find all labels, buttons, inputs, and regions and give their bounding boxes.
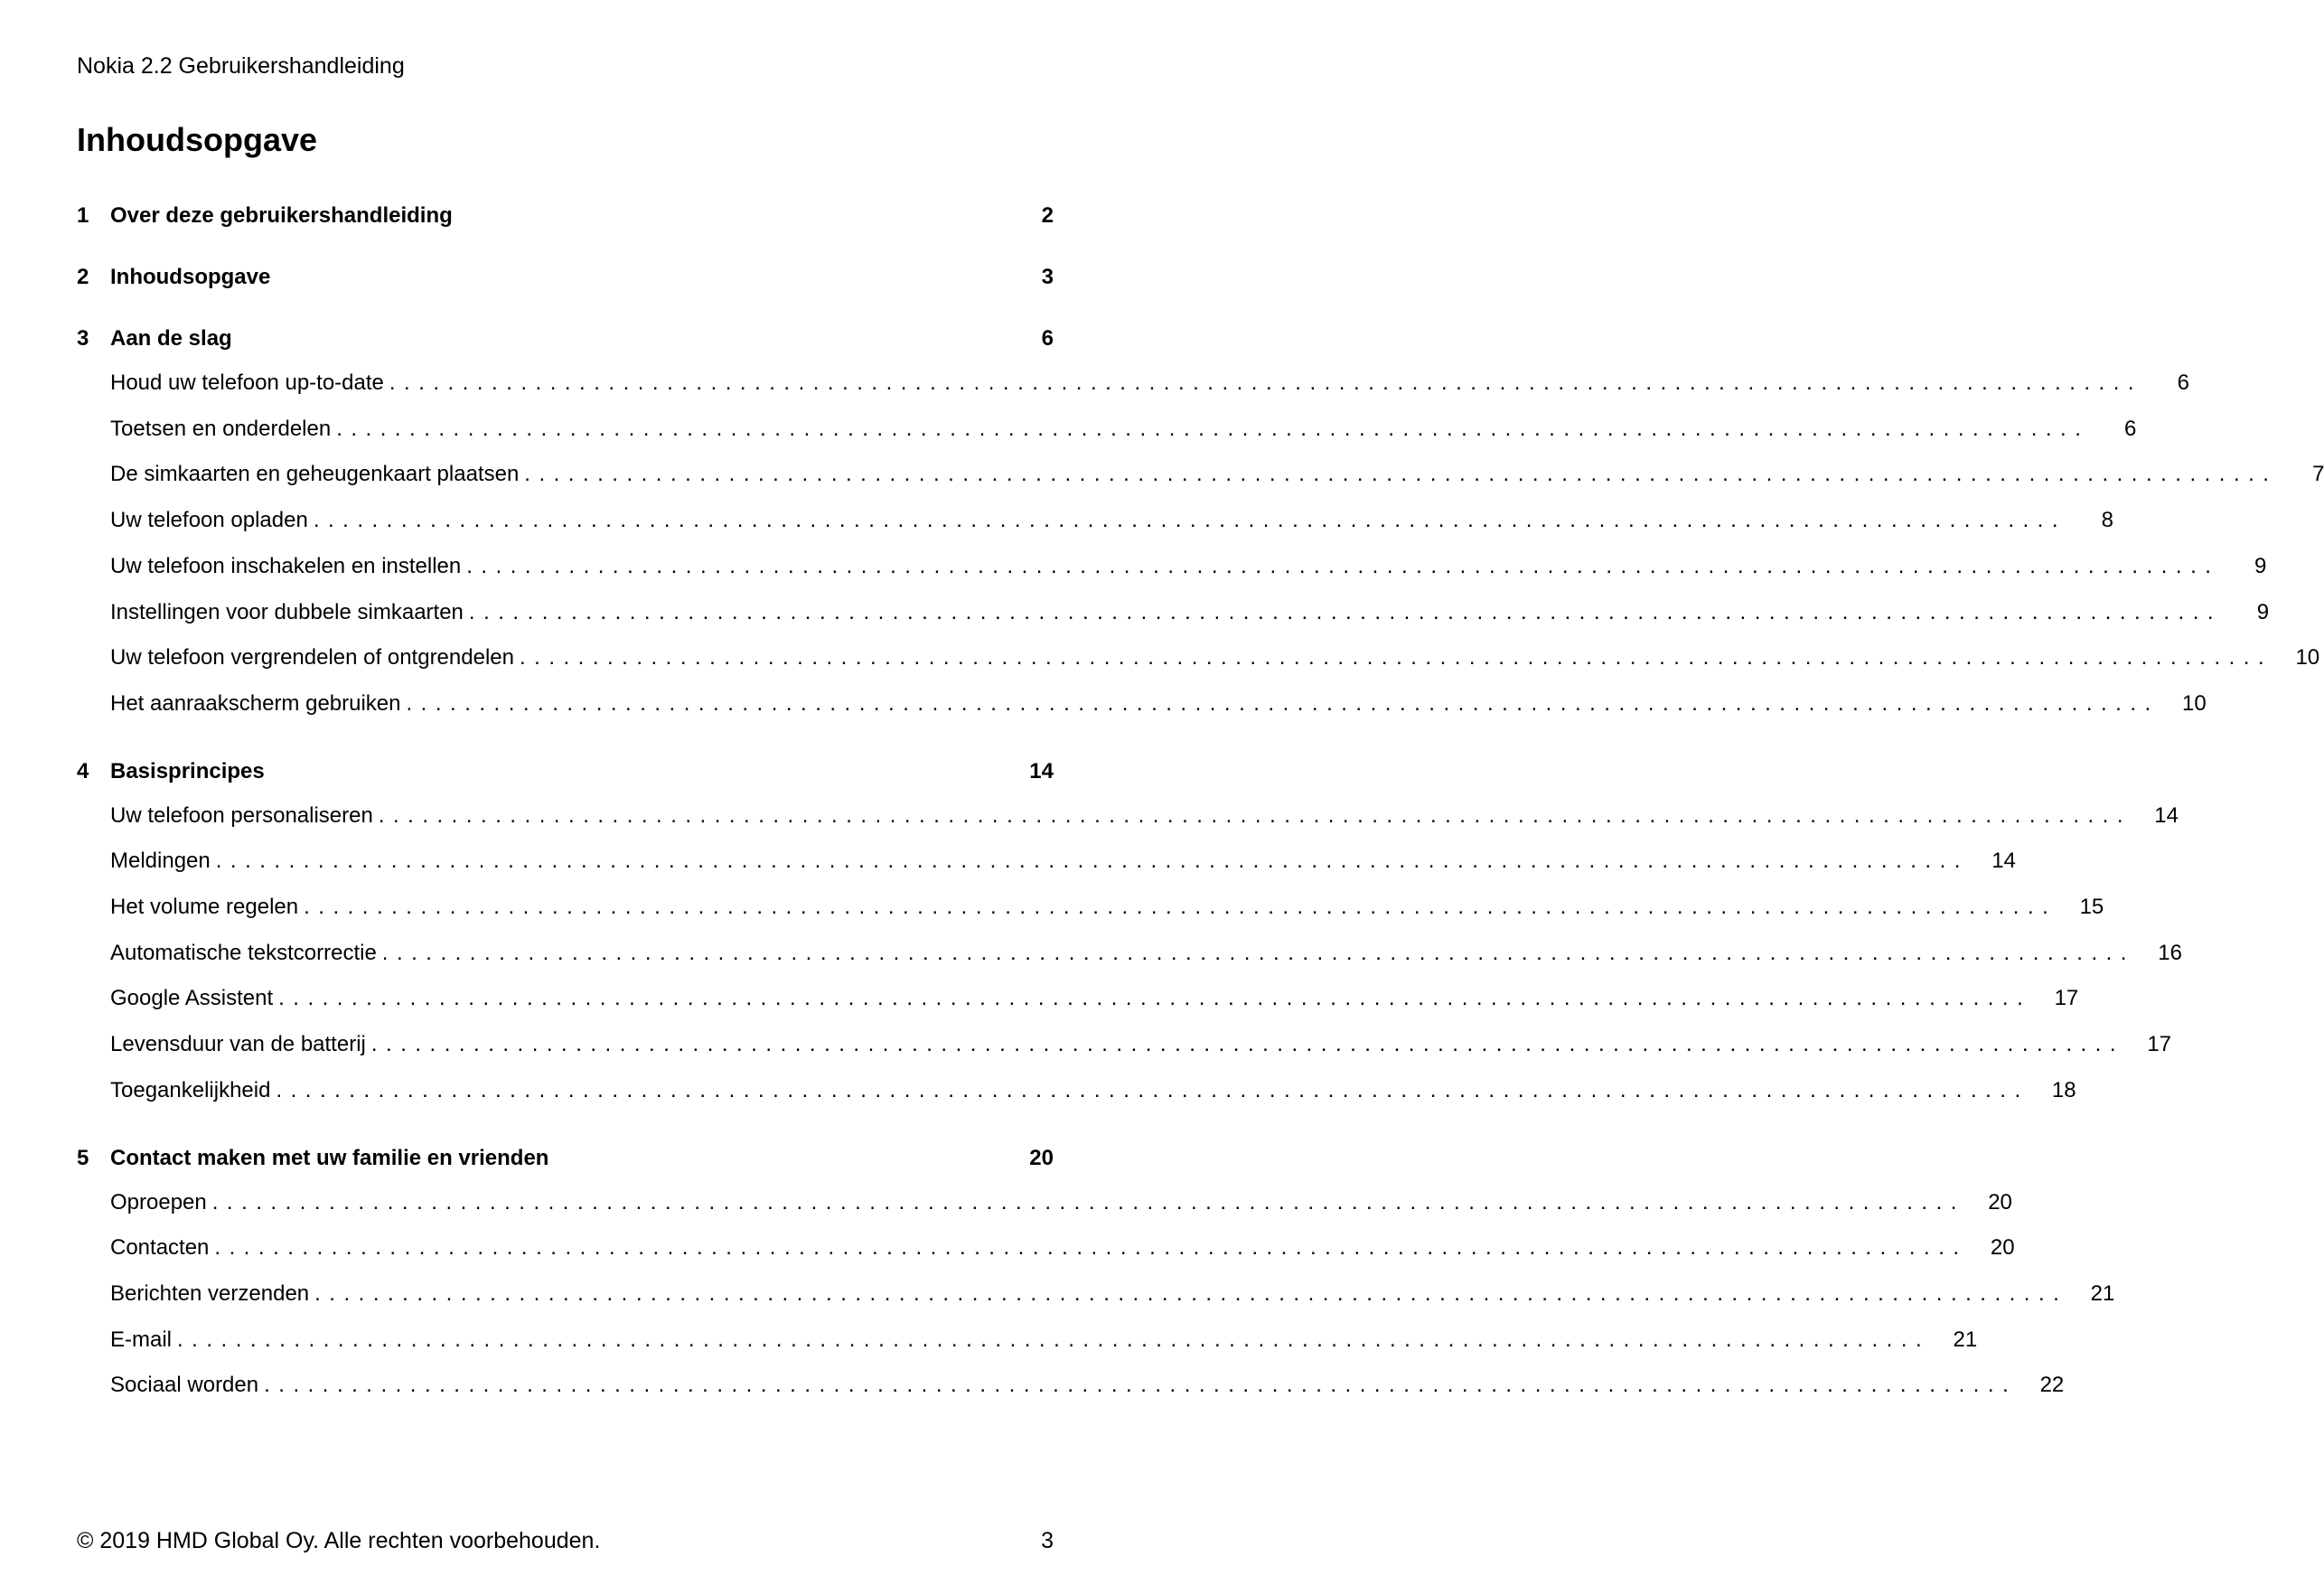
toc-entry-page: 6 bbox=[2124, 417, 2137, 441]
toc-section-title: Aan de slag bbox=[110, 326, 232, 351]
toc-dot-leader: ........................................................................................................................ bbox=[304, 895, 2057, 919]
toc-dot-leader: ........................................................................................................................ bbox=[466, 554, 2220, 578]
toc-section-2[interactable] bbox=[77, 263, 1054, 292]
toc-section-number: 3 bbox=[77, 326, 89, 351]
toc-dot-leader: ........................................................................................................................ bbox=[370, 1032, 2125, 1056]
toc-section-page: 6 bbox=[1041, 326, 1054, 351]
toc-dot-leader: ........................................................................................................................ bbox=[314, 1281, 2068, 1306]
page-title: Inhoudsopgave bbox=[77, 121, 318, 158]
toc-entry-page: 17 bbox=[2147, 1032, 2172, 1056]
toc-dot-leader: ........................................................................................................................ bbox=[519, 645, 2273, 670]
toc-entry[interactable] bbox=[110, 689, 2207, 718]
toc-section-page: 2 bbox=[1041, 203, 1054, 228]
toc-entry-title: Uw telefoon inschakelen en instellen bbox=[110, 554, 462, 578]
toc-dot-leader: ........................................................................................................................ bbox=[276, 1078, 2029, 1102]
toc-section-title: Basisprincipes bbox=[110, 758, 265, 783]
toc-entry[interactable] bbox=[110, 460, 2324, 489]
toc-entry[interactable] bbox=[110, 802, 2179, 830]
toc-entry-page: 20 bbox=[1988, 1190, 2012, 1215]
toc-dot-leader: ........................................................................................................................ bbox=[278, 986, 2032, 1010]
toc-entry-title: Google Assistent bbox=[110, 986, 274, 1010]
toc-entry-page: 21 bbox=[2090, 1281, 2115, 1306]
toc-section-title: Contact maken met uw familie en vrienden bbox=[110, 1145, 549, 1170]
toc-dot-leader: ........................................................................................................................ bbox=[177, 1327, 1931, 1352]
toc-entry[interactable] bbox=[110, 598, 2270, 627]
toc-dot-leader: ........................................................................................................................ bbox=[264, 1373, 2018, 1397]
toc-entry[interactable] bbox=[110, 643, 2320, 672]
toc-entry-page: 14 bbox=[1991, 849, 2016, 873]
toc-entry[interactable] bbox=[110, 1188, 2012, 1217]
toc-entry[interactable] bbox=[110, 1233, 2015, 1262]
toc-entry-page: 21 bbox=[1953, 1327, 1978, 1352]
footer-copyright: © 2019 HMD Global Oy. Alle rechten voorbehouden. bbox=[77, 1528, 601, 1553]
toc-entry-title: Het volume regelen bbox=[110, 895, 299, 919]
toc-entry[interactable] bbox=[110, 506, 2113, 535]
toc-section-3[interactable] bbox=[77, 324, 1054, 353]
toc-dot-leader: ........................................................................................................................ bbox=[406, 691, 2160, 716]
toc-section-5[interactable] bbox=[77, 1144, 1054, 1173]
toc-section-number: 4 bbox=[77, 758, 89, 783]
toc-dot-leader: ........................................................................................................................ bbox=[336, 417, 2090, 441]
toc-entry-title: Instellingen voor dubbele simkaarten bbox=[110, 600, 464, 624]
toc-entry-page: 10 bbox=[2181, 691, 2207, 716]
toc-dot-leader: ........................................................................................................................ bbox=[211, 1190, 1965, 1215]
toc-entry-page: 14 bbox=[2154, 803, 2179, 828]
toc-section-page: 14 bbox=[1029, 758, 1054, 783]
toc-entry-page: 16 bbox=[2158, 941, 2182, 965]
toc-entry[interactable] bbox=[110, 369, 2190, 398]
toc-entry-title: Houd uw telefoon up-to-date bbox=[110, 370, 384, 395]
toc-dot-leader: ........................................................................................................................ bbox=[215, 849, 1969, 873]
toc-section-number: 2 bbox=[77, 265, 89, 289]
toc-dot-leader: ........................................................................................................................ bbox=[313, 508, 2066, 532]
toc-entry-title: Het aanraakscherm gebruiken bbox=[110, 691, 401, 716]
toc-section-page: 20 bbox=[1029, 1145, 1054, 1170]
toc-dot-leader: ........................................................................................................................ bbox=[214, 1235, 1968, 1260]
toc-entry-title: Berichten verzenden bbox=[110, 1281, 310, 1306]
toc-entry-title: Uw telefoon vergrendelen of ontgrendelen bbox=[110, 645, 514, 670]
toc-entry-page: 10 bbox=[2295, 645, 2320, 670]
toc-entry[interactable] bbox=[110, 1280, 2115, 1308]
toc-entry-title: E-mail bbox=[110, 1327, 173, 1352]
toc-entry-page: 17 bbox=[2054, 986, 2079, 1010]
toc-section-1[interactable] bbox=[77, 202, 1054, 230]
toc-entry[interactable] bbox=[110, 1326, 1978, 1355]
toc-entry[interactable] bbox=[110, 984, 2079, 1013]
table-of-contents bbox=[77, 0, 2324, 1585]
toc-dot-leader: ........................................................................................................................ bbox=[524, 462, 2278, 486]
toc-entry-title: Contacten bbox=[110, 1235, 210, 1260]
toc-section-page: 3 bbox=[1041, 265, 1054, 289]
toc-section-number: 5 bbox=[77, 1145, 89, 1170]
toc-entry[interactable] bbox=[110, 847, 2016, 876]
toc-entry-page: 15 bbox=[2079, 895, 2104, 919]
toc-entry-title: Automatische tekstcorrectie bbox=[110, 941, 377, 965]
toc-section-title: Over deze gebruikershandleiding bbox=[110, 203, 453, 228]
toc-dot-leader: ........................................................................................................................ bbox=[468, 600, 2223, 624]
toc-entry-title: Meldingen bbox=[110, 849, 211, 873]
toc-entry[interactable] bbox=[110, 939, 2182, 968]
toc-entry-page: 9 bbox=[2256, 600, 2270, 624]
toc-entry[interactable] bbox=[110, 893, 2104, 922]
toc-entry[interactable] bbox=[110, 1030, 2172, 1059]
toc-entry-title: Uw telefoon opladen bbox=[110, 508, 308, 532]
toc-entry-title: Toetsen en onderdelen bbox=[110, 417, 332, 441]
running-header: Nokia 2.2 Gebruikershandleiding bbox=[77, 53, 405, 79]
toc-entry-page: 6 bbox=[2177, 370, 2190, 395]
toc-section-4[interactable] bbox=[77, 757, 1054, 786]
toc-entry-page: 18 bbox=[2051, 1078, 2076, 1102]
toc-section-title: Inhoudsopgave bbox=[110, 265, 271, 289]
toc-entry[interactable] bbox=[110, 1371, 2065, 1400]
toc-entry-title: Levensduur van de batterij bbox=[110, 1032, 366, 1056]
toc-entry[interactable] bbox=[110, 415, 2137, 444]
toc-dot-leader: ........................................................................................................................ bbox=[381, 941, 2135, 965]
toc-entry-title: Toegankelijkheid bbox=[110, 1078, 271, 1102]
toc-entry-title: Sociaal worden bbox=[110, 1373, 259, 1397]
toc-dot-leader: ........................................................................................................................ bbox=[378, 803, 2132, 828]
toc-dot-leader: ........................................................................................................................ bbox=[389, 370, 2143, 395]
toc-entry-page: 8 bbox=[2101, 508, 2113, 532]
toc-entry-page: 7 bbox=[2312, 462, 2324, 486]
toc-entry-title: Oproepen bbox=[110, 1190, 207, 1215]
toc-entry-page: 9 bbox=[2254, 554, 2267, 578]
toc-entry-page: 22 bbox=[2039, 1373, 2065, 1397]
toc-entry[interactable] bbox=[110, 552, 2267, 581]
footer-page-number: 3 bbox=[1041, 1528, 1054, 1553]
toc-entry[interactable] bbox=[110, 1076, 2076, 1105]
toc-entry-title: Uw telefoon personaliseren bbox=[110, 803, 373, 828]
toc-entry-title: De simkaarten en geheugenkaart plaatsen bbox=[110, 462, 520, 486]
toc-entry-page: 20 bbox=[1990, 1235, 2015, 1260]
toc-section-number: 1 bbox=[77, 203, 89, 228]
